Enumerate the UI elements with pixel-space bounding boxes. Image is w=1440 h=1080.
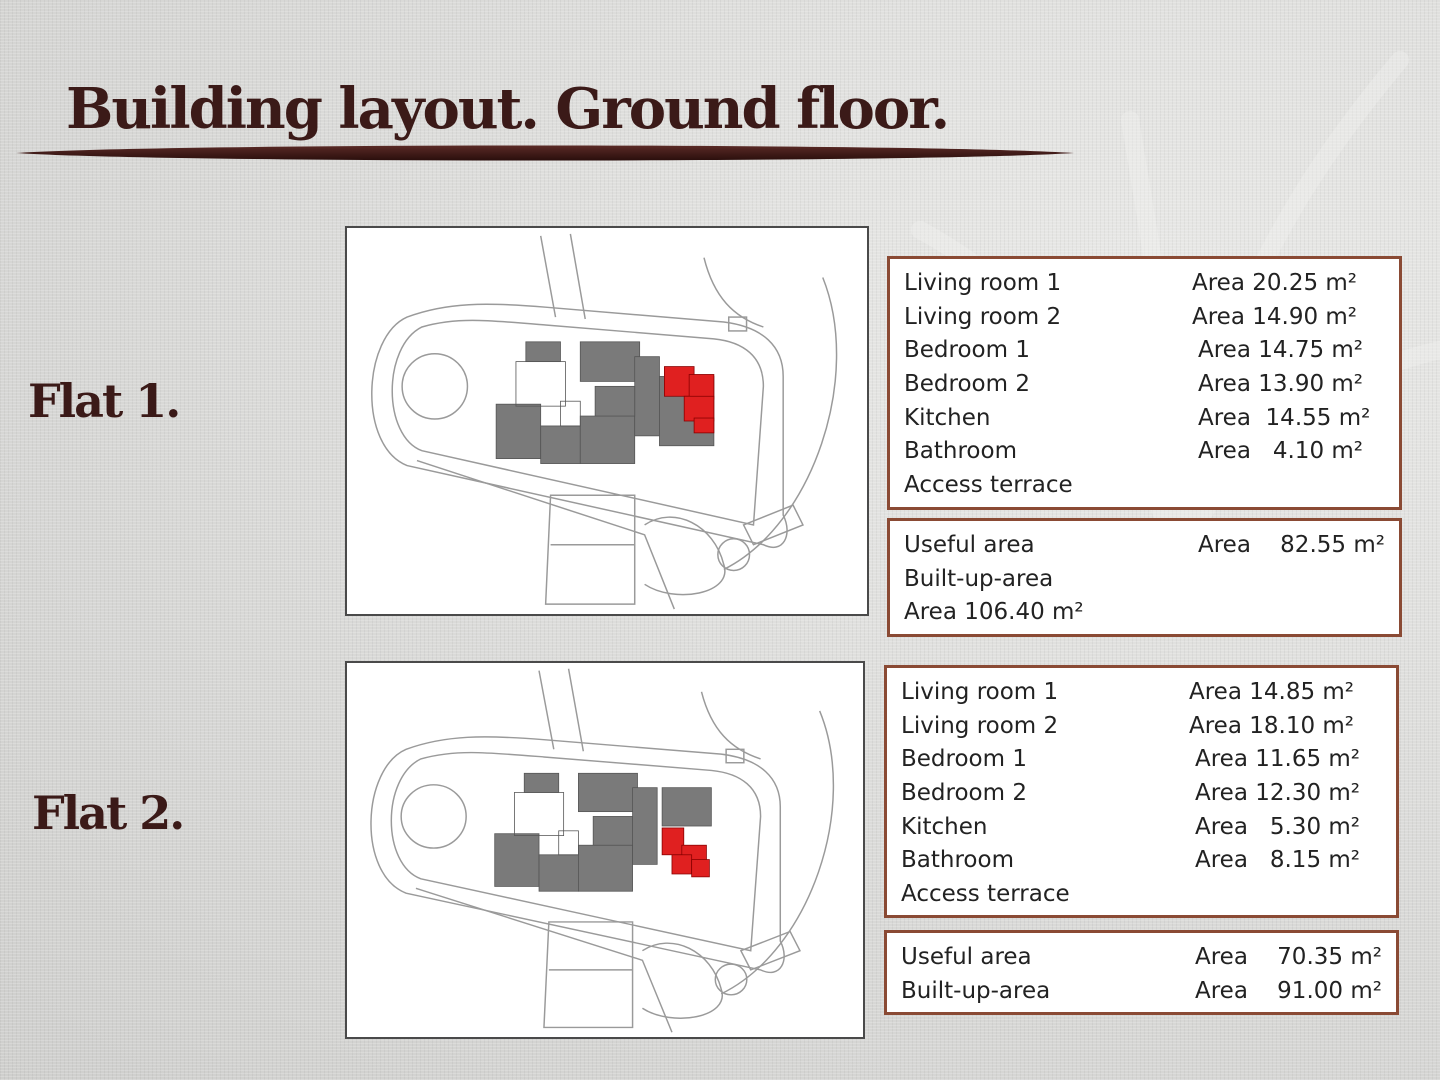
flat-1-summary-box — [887, 518, 1402, 637]
room-name: Access terrace — [904, 472, 1073, 499]
room-area: Area 14.55 m² — [1198, 404, 1371, 431]
flat-2-label: Flat 2. — [32, 786, 184, 840]
flat-2-summary-box — [884, 930, 1399, 1015]
flat-2-site-plan — [345, 661, 865, 1039]
room-row — [904, 301, 1385, 335]
room-area: Area 12.30 m² — [1195, 780, 1361, 807]
summary-name: Area 106.40 m² — [904, 599, 1084, 626]
summary-row — [904, 563, 1385, 597]
room-name: Living room 2 — [901, 712, 1059, 739]
room-name: Living room 1 — [901, 679, 1059, 705]
page-title: Building layout. Ground floor. — [66, 76, 949, 142]
site-plan-drawing — [347, 228, 867, 614]
room-row — [901, 844, 1382, 878]
flat-1-site-plan — [345, 226, 869, 616]
summary-name: Useful area — [901, 944, 1032, 970]
summary-row — [904, 596, 1385, 630]
title-underline — [16, 143, 1074, 163]
summary-name: Built-up-area — [904, 565, 1054, 592]
room-row — [904, 368, 1385, 402]
room-name: Bedroom 1 — [901, 746, 1027, 773]
room-name: Living room 2 — [904, 303, 1062, 330]
summary-name: Built-up-area — [901, 977, 1051, 1004]
room-area: Area 13.90 m² — [1198, 371, 1364, 398]
summary-name: Useful area — [904, 532, 1035, 558]
room-row — [904, 435, 1385, 469]
summary-row — [901, 941, 1382, 975]
room-name: Bathroom — [901, 847, 1014, 874]
summary-row — [901, 975, 1382, 1009]
summary-area: Area 70.35 m² — [1195, 944, 1382, 970]
room-name: Kitchen — [901, 813, 988, 840]
room-area: Area 14.85 m² — [1189, 679, 1355, 705]
room-row — [901, 811, 1382, 845]
room-area: Area 14.75 m² — [1198, 337, 1364, 364]
room-row — [901, 743, 1382, 777]
room-name: Bathroom — [904, 438, 1017, 465]
flat-2-rooms-box — [884, 665, 1399, 918]
room-name: Bedroom 1 — [904, 337, 1030, 364]
room-row — [901, 710, 1382, 744]
summary-area: Area 91.00 m² — [1195, 977, 1382, 1004]
flat-1-rooms-box — [887, 256, 1402, 510]
room-row — [901, 878, 1382, 912]
room-area: Area 18.10 m² — [1189, 712, 1355, 739]
room-name: Bedroom 2 — [904, 371, 1030, 398]
room-row — [901, 676, 1382, 710]
room-area: Area 8.15 m² — [1195, 847, 1361, 874]
summary-row — [904, 529, 1385, 563]
room-area: Area 20.25 m² — [1192, 270, 1358, 296]
room-area: Area 11.65 m² — [1195, 746, 1361, 773]
room-row — [904, 469, 1385, 503]
room-row — [904, 334, 1385, 368]
room-row — [901, 777, 1382, 811]
room-row — [904, 267, 1385, 301]
room-area: Area 14.90 m² — [1192, 303, 1358, 330]
site-plan-drawing — [347, 663, 863, 1037]
room-area: Area 5.30 m² — [1195, 813, 1361, 840]
room-name: Kitchen — [904, 404, 991, 431]
room-name: Living room 1 — [904, 270, 1062, 296]
room-area: Area 4.10 m² — [1198, 438, 1364, 465]
flat-1-label: Flat 1. — [28, 374, 180, 428]
summary-area: Area 82.55 m² — [1198, 532, 1385, 558]
room-name: Bedroom 2 — [901, 780, 1027, 807]
room-row — [904, 402, 1385, 436]
room-name: Access terrace — [901, 881, 1070, 908]
